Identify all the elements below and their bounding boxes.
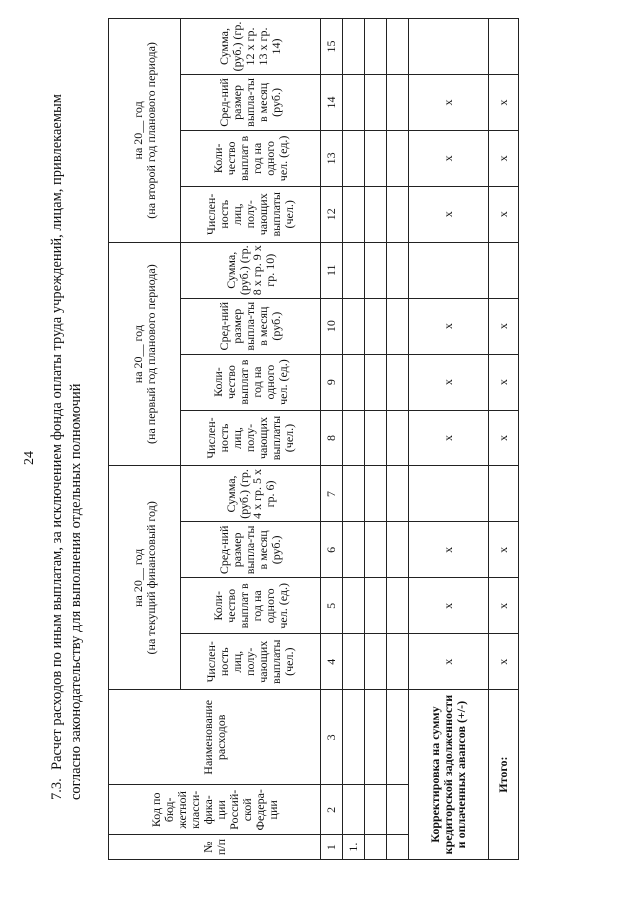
col-number: 10 [321,298,343,354]
header-code: Код по бюд-жетной класси-фика-ции Россий-ской Федера-ции [109,785,321,835]
subcol-header: Коли-чество выплат в год на одного чел. (ед.) [181,578,321,634]
mark-x: х [489,74,519,130]
total-label: Итого: [489,690,519,860]
mark-x: х [489,410,519,466]
payments-table [108,18,519,860]
mark-x: х [409,634,489,690]
subcol-header: Сумма, (руб.) (гр. 8 х гр. 9 х гр. 10) [181,242,321,298]
section-title-line1: Расчет расходов по иным выплатам, за исключением фонда оплаты труда учреждений, лицам, привлекаемым [49,94,65,770]
header-num: № п/п [109,835,321,860]
col-number: 13 [321,130,343,186]
mark-x: х [409,410,489,466]
subcol-header: Коли-чество выплат в год на одного чел. (ед.) [181,130,321,186]
mark-x: х [409,298,489,354]
row-num: 1. [343,835,365,860]
mark-x: х [489,522,519,578]
subcol-header: Сумма, (руб.) (гр. 4 х гр. 5 х гр. 6) [181,466,321,522]
period-first-plan: на 20__ год (на первый год планового периода) [109,242,181,466]
col-number: 3 [321,690,343,785]
col-number: 6 [321,522,343,578]
table-row [387,19,409,860]
col-number: 14 [321,74,343,130]
col-number: 15 [321,19,343,75]
mark-x: х [489,354,519,410]
mark-x: х [409,578,489,634]
mark-x: х [409,354,489,410]
mark-x: х [489,578,519,634]
header-name: Наименование расходов [109,690,321,785]
page-number: 24 [22,451,37,465]
subcol-header: Сред-ний размер выпла-ты в месяц (руб.) [181,522,321,578]
column-number-row [321,19,343,860]
subcol-header: Коли-чество выплат в год на одного чел. (ед.) [181,354,321,410]
mark-x: х [409,130,489,186]
mark-x: х [489,186,519,242]
mark-x: х [409,522,489,578]
table-row [365,19,387,860]
section-title-line2: согласно законодательству для выполнения отдельных полномочий [68,383,84,800]
subcol-header: Сред-ний размер выпла-ты в месяц (руб.) [181,298,321,354]
correction-row [409,19,489,860]
mark-x: х [409,74,489,130]
mark-x: х [409,186,489,242]
col-number: 1 [321,835,343,860]
section-heading [48,40,86,800]
col-number: 8 [321,410,343,466]
section-number: 7.3. [49,778,65,800]
mark-x: х [489,298,519,354]
subcol-header: Числен-ность лиц, полу-чающих выплаты (чел.) [181,186,321,242]
col-number: 12 [321,186,343,242]
header-row-periods [109,19,181,860]
period-second-plan: на 20__ год (на второй год планового периода) [109,19,181,243]
mark-x: х [489,634,519,690]
col-number: 4 [321,634,343,690]
col-number: 5 [321,578,343,634]
subcol-header: Числен-ность лиц, полу-чающих выплаты (чел.) [181,410,321,466]
total-row [489,19,519,860]
subcol-header: Сред-ний размер выпла-ты в месяц (руб.) [181,74,321,130]
table-row [343,19,365,860]
correction-label: Корректировка на сумму кредиторской задолженности и оплаченных авансов (+/-) [409,690,489,860]
period-current: на 20__ год (на текущий финансовый год) [109,466,181,690]
col-number: 7 [321,466,343,522]
mark-x: х [489,130,519,186]
col-number: 9 [321,354,343,410]
col-number: 2 [321,785,343,835]
col-number: 11 [321,242,343,298]
subcol-header: Сумма, (руб.) (гр. 12 х гр. 13 х гр. 14) [181,19,321,75]
subcol-header: Числен-ность лиц, полу-чающих выплаты (чел.) [181,634,321,690]
